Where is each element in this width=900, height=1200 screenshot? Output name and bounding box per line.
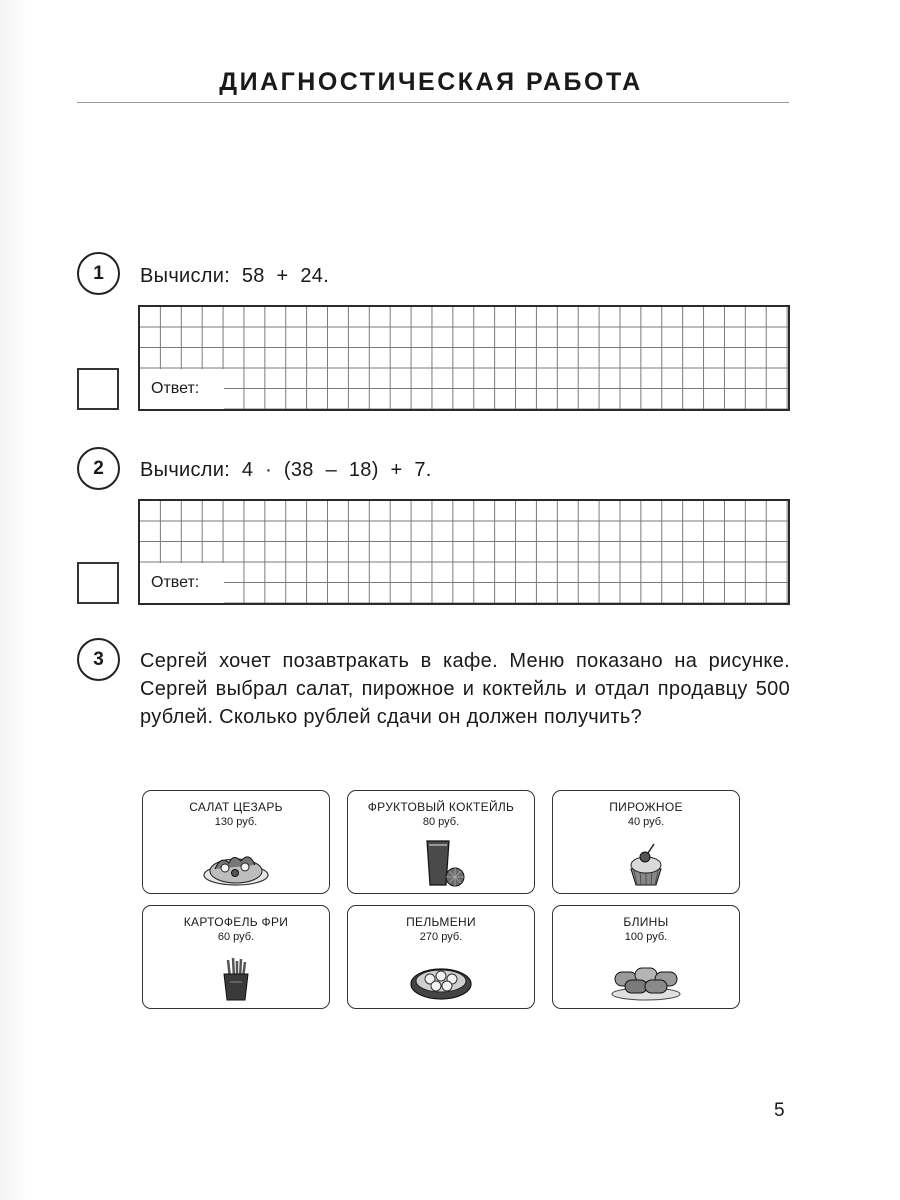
task-3-text: Сергей хочет позавтракать в кафе. Меню показано на рисунке. Сергей выбрал салат, пирожное и коктейль и отдал продавцу 500 рублей. Сколько рублей сдачи он должен получить?	[140, 650, 790, 728]
task-1-text	[140, 265, 329, 288]
fries-icon	[216, 956, 256, 1002]
menu-item-name: ПЕЛЬМЕНИ	[406, 915, 476, 929]
page-number: 5	[774, 1100, 785, 1121]
menu-item-price: 60 руб.	[217, 931, 255, 943]
task-2-prompt: Вычисли:	[140, 459, 231, 481]
menu-item-name: КАРТОФЕЛЬ ФРИ	[183, 915, 289, 929]
menu-item-name: ФРУКТОВЫЙ КОКТЕЙЛЬ	[367, 800, 515, 814]
task-1-prompt: Вычисли:	[140, 265, 231, 287]
menu-item-price: 130 руб.	[214, 816, 258, 828]
juice-glass-icon	[411, 837, 471, 887]
menu-item-price: 100 руб.	[624, 931, 668, 943]
menu-item-name: БЛИНЫ	[623, 915, 669, 929]
page-title: ДИАГНОСТИЧЕСКАЯ РАБОТА	[219, 68, 643, 96]
page-edge-shadow	[0, 0, 28, 1200]
task-2-number: 2	[77, 447, 120, 490]
menu-card-pelmeni	[347, 905, 535, 1009]
menu-card-pastry	[552, 790, 740, 894]
menu-item-name: САЛАТ ЦЕЗАРЬ	[189, 800, 283, 814]
task-2-text	[140, 459, 432, 482]
task-3-number: 3	[77, 638, 120, 681]
task-1-work-grid[interactable]	[138, 305, 790, 411]
menu-card-bliny	[552, 905, 740, 1009]
task-2-work-grid[interactable]	[138, 499, 790, 605]
dumplings-icon	[408, 958, 474, 1002]
menu-card-french-fries	[142, 905, 330, 1009]
task-2-answer-label: Ответ:	[140, 563, 224, 603]
menu-item-price: 270 руб.	[419, 931, 463, 943]
task-1-score-box[interactable]	[77, 368, 119, 410]
menu-item-name: ПИРОЖНОЕ	[609, 800, 683, 814]
menu-item-price: 40 руб.	[627, 816, 665, 828]
cupcake-icon	[621, 841, 671, 887]
task-2-score-box[interactable]	[77, 562, 119, 604]
task-2-expression: 4 · (38 – 18) + 7.	[241, 459, 432, 481]
menu-item-price: 80 руб.	[422, 816, 460, 828]
title-divider	[77, 102, 789, 103]
task-1-number: 1	[77, 252, 120, 295]
menu-card-fruit-cocktail	[347, 790, 535, 894]
task-1-answer-label: Ответ:	[140, 369, 224, 409]
menu-card-caesar-salad	[142, 790, 330, 894]
salad-icon	[201, 841, 271, 887]
pancakes-icon	[609, 960, 683, 1002]
task-1-expression: 58 + 24.	[241, 265, 330, 287]
